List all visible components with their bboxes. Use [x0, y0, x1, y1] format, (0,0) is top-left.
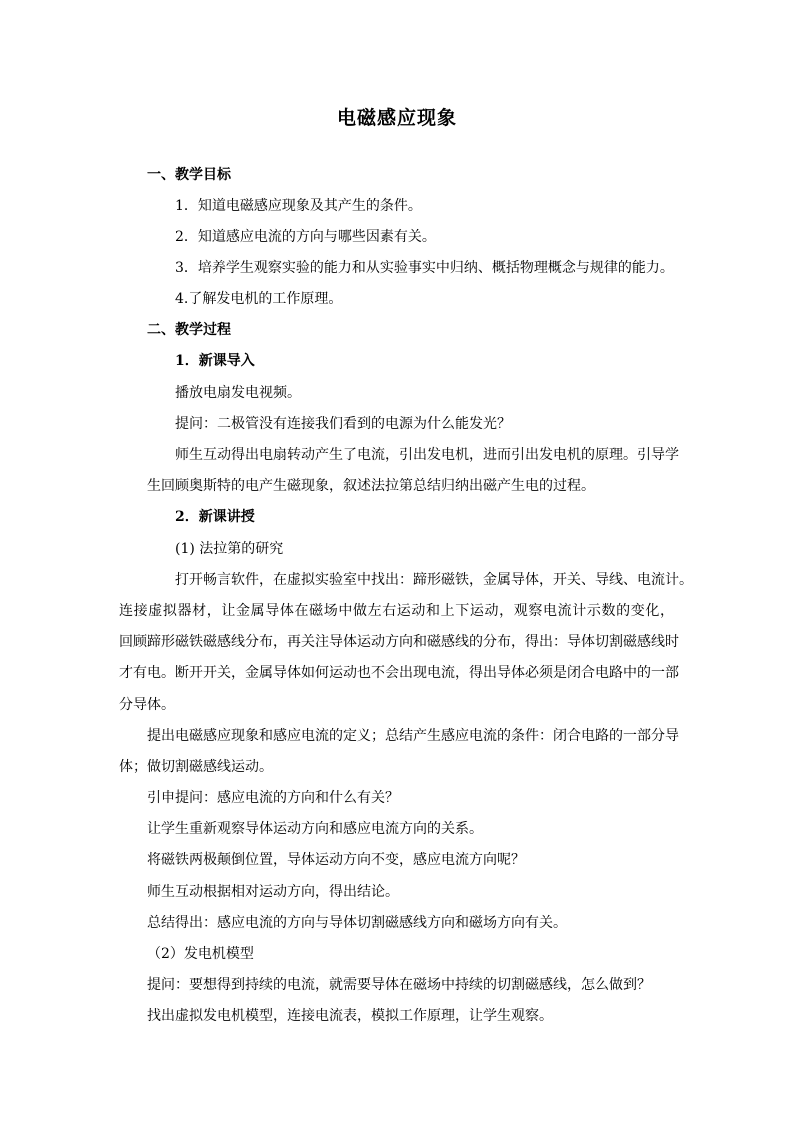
paragraph-line: 提出电磁感应现象和感应电流的定义；总结产生感应电流的条件：闭合电路的一部分导: [147, 728, 679, 744]
paragraph-line: 才有电。断开开关，金属导体如何运动也不会出现电流，得出导体必须是闭合电路中的一部: [119, 665, 679, 681]
paragraph: 让学生重新观察导体运动方向和感应电流方向的关系。: [147, 821, 483, 837]
part-heading-generator: （2）发电机模型: [147, 946, 254, 962]
objective-item: 1．知道电磁感应现象及其产生的条件。: [175, 198, 422, 214]
paragraph: 提问：要想得到持续的电流，就需要导体在磁场中持续的切割磁感线，怎么做到？: [147, 977, 651, 993]
paragraph-line: 分导体。: [119, 697, 175, 713]
paragraph-line: 体；做切割磁感线运动。: [119, 759, 273, 775]
section-heading-objectives: 一、教学目标: [147, 167, 231, 183]
paragraph: 将磁铁两极颠倒位置，导体运动方向不变，感应电流方向呢？: [147, 852, 525, 868]
part-heading-faraday: (1) 法拉第的研究: [175, 541, 284, 557]
paragraph: 播放电扇发电视频。: [175, 385, 301, 401]
subsection-heading-lecture: 2．新课讲授: [175, 509, 255, 525]
objective-item: 2．知道感应电流的方向与哪些因素有关。: [175, 229, 436, 245]
paragraph: 找出虚拟发电机模型，连接电流表，模拟工作原理，让学生观察。: [147, 1008, 553, 1024]
section-heading-process: 二、教学过程: [147, 322, 231, 338]
objective-item: 4.了解发电机的工作原理。: [175, 291, 343, 307]
paragraph-line: 师生互动得出电扇转动产生了电流，引出发电机，进而引出发电机的原理。引导学: [175, 447, 679, 463]
paragraph-line: 生回顾奥斯特的电产生磁现象，叙述法拉第总结归纳出磁产生电的过程。: [147, 478, 595, 494]
objective-item: 3．培养学生观察实验的能力和从实验事实中归纳、概括物理概念与规律的能力。: [175, 260, 674, 276]
subsection-heading-intro: 1．新课导入: [175, 353, 255, 369]
paragraph: 师生互动根据相对运动方向，得出结论。: [147, 884, 399, 900]
paragraph-line: 回顾蹄形磁铁磁感线分布，再关注导体运动方向和磁感线的分布，得出：导体切割磁感线时: [119, 634, 679, 650]
document-title: 电磁感应现象: [336, 107, 457, 129]
paragraph: 引申提问：感应电流的方向和什么有关？: [147, 790, 399, 806]
paragraph-line: 打开畅言软件，在虚拟实验室中找出：蹄形磁铁，金属导体，开关、导线、电流计。: [175, 572, 693, 588]
paragraph: 提问：二极管没有连接我们看到的电源为什么能发光？: [175, 416, 511, 432]
paragraph: 总结得出：感应电流的方向与导体切割磁感线方向和磁场方向有关。: [147, 915, 567, 931]
paragraph-line: 连接虚拟器材，让金属导体在磁场中做左右运动和上下运动，观察电流计示数的变化，: [119, 603, 674, 619]
